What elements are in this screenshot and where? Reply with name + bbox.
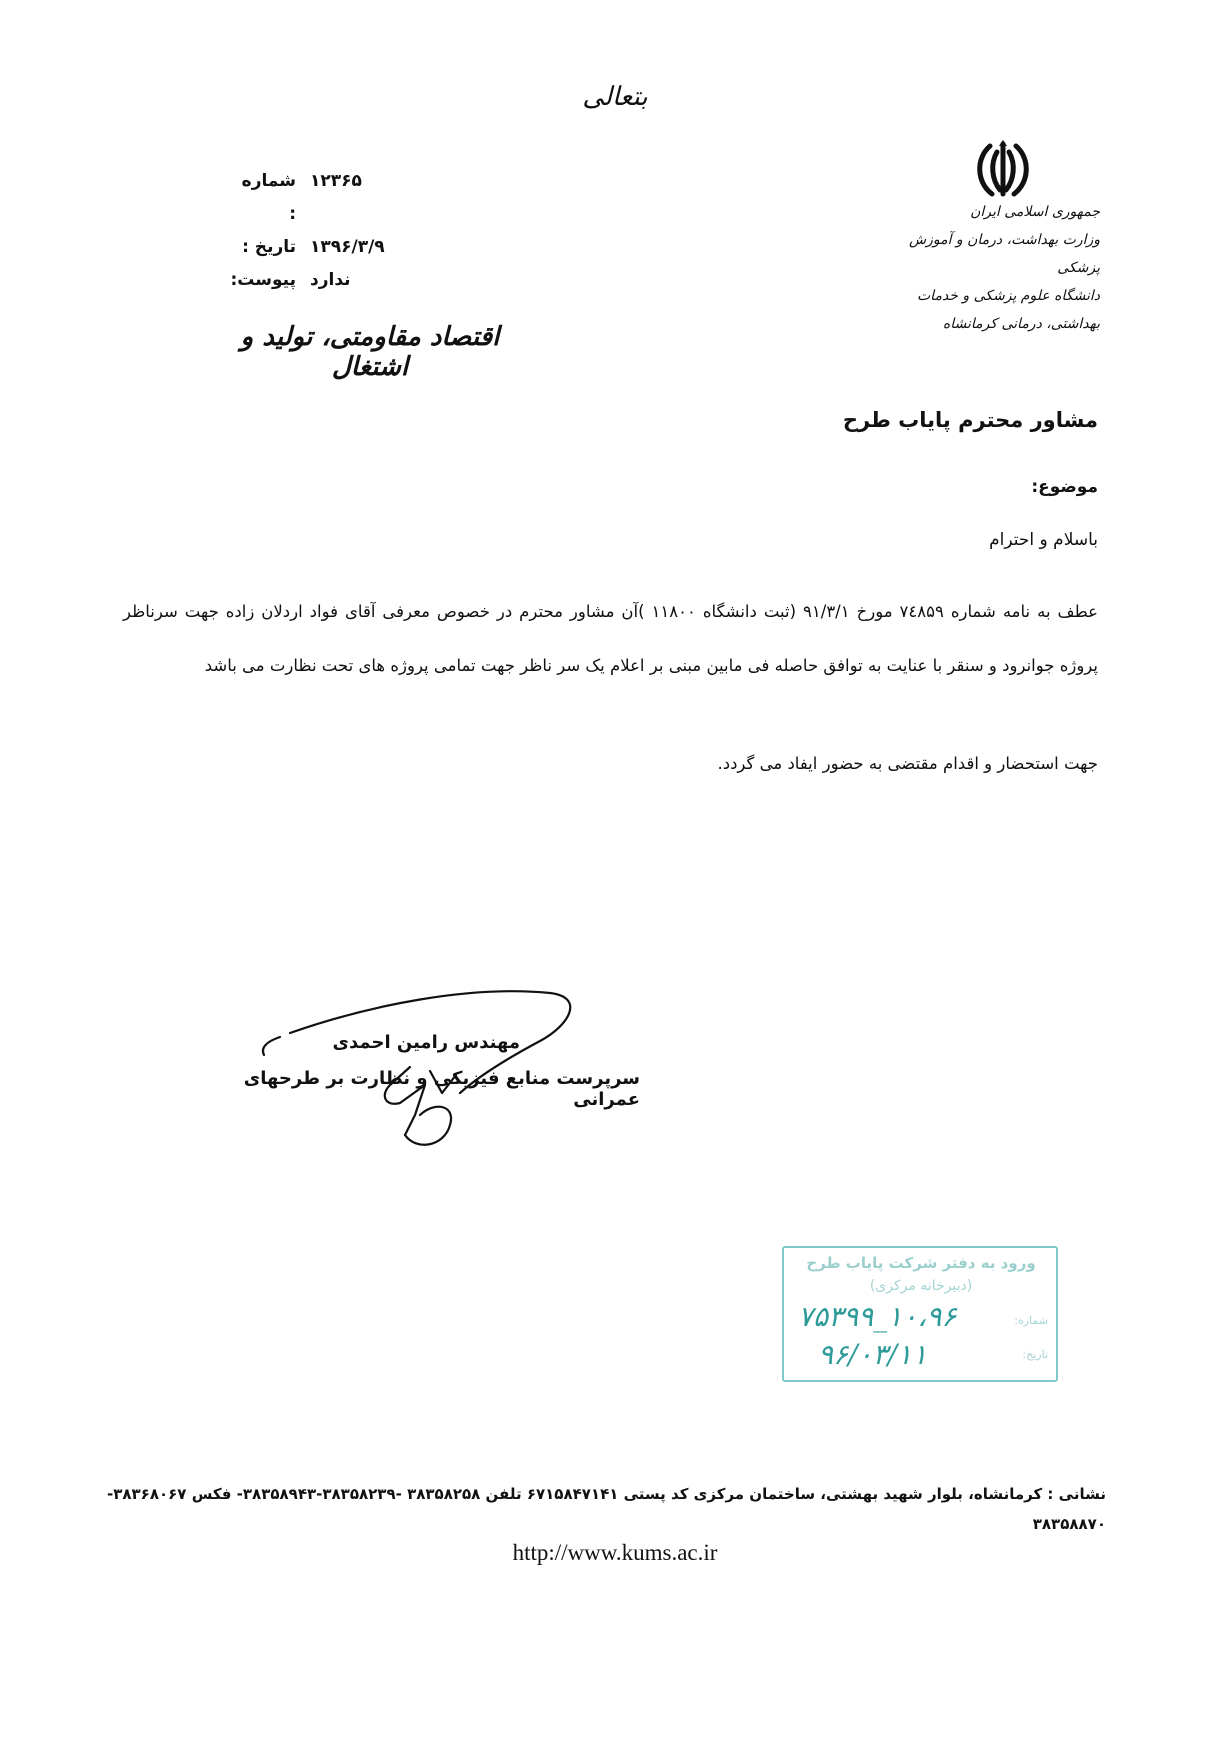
org-line-ministry: وزارت بهداشت، درمان و آموزش پزشکی xyxy=(908,232,1100,276)
letter-attachment-label: پیوست: xyxy=(230,270,296,290)
stamp-line-company: ورود به دفتر شرکت پایاب طرح xyxy=(806,1254,1036,1272)
received-stamp xyxy=(782,1246,1058,1382)
addressee: مشاور محترم پایاب طرح xyxy=(842,408,1098,432)
letter-date-value: ۱۳۹۶/۳/۹ xyxy=(310,237,385,257)
letter-meta xyxy=(230,165,420,297)
stamp-date-label: تاریخ: xyxy=(1022,1348,1048,1361)
org-line-country: جمهوری اسلامی ایران xyxy=(970,204,1100,220)
invocation-heading: بتعالی xyxy=(582,82,648,112)
letter-date-label: تاریخ : xyxy=(242,237,296,257)
iran-emblem-icon xyxy=(970,138,1036,204)
organization-lines xyxy=(880,198,1100,338)
stamp-line-secretariat: (دبیرخانه مرکزی) xyxy=(869,1278,973,1294)
signer-name: مهندس رامین احمدی xyxy=(332,1032,520,1053)
letter-number-row xyxy=(230,165,420,231)
signer-title: سرپرست منابع فیزیکی و نظارت بر طرحهای عمرانی xyxy=(243,1068,640,1110)
stamp-number-value: ۱۰،۹۶_۷۵۳۹۹ xyxy=(798,1300,957,1333)
slogan: اقتصاد مقاومتی، تولید و اشتغال xyxy=(240,322,500,382)
footer-address: نشانی : کرمانشاه، بلوار شهید بهشتی، ساختمان مرکزی کد پستی ۶۷۱۵۸۴۷۱۴۱ تلفن ۳۸۳۵۸۲۵۸ -۳۸۳۵۸۲۳۹-۳۸۳۵۸۹۴۳- فکس ۳۸۳۶۸۰۶۷- ۳۸۳۵۸۸۷۰ xyxy=(106,1485,1106,1533)
handwritten-signature xyxy=(220,975,600,1155)
letter-number-value: ۱۲۳۶۵ xyxy=(310,171,362,191)
subject-label: موضوع: xyxy=(1031,477,1098,497)
greeting: باسلام و احترام xyxy=(989,530,1098,550)
letter-attachment-value: ندارد xyxy=(310,270,351,290)
stamp-date-value: ۹۶/۰۳/۱۱ xyxy=(818,1338,928,1371)
stamp-number-label: شماره: xyxy=(1014,1314,1048,1327)
org-line-university: دانشگاه علوم پزشکی و خدمات بهداشتی، درمانی کرمانشاه xyxy=(917,288,1100,332)
footer-website-link[interactable]: http://www.kums.ac.ir xyxy=(512,1540,718,1565)
letter-attachment-row xyxy=(230,264,420,297)
letter-body: عطف به نامه شماره ۷٤۸۵۹ مورخ ۹۱/۳/۱ (ثبت دانشگاه ۱۱۸۰۰ )آن مشاور محترم در خصوص معرفی آقای فواد اردلان زاده جهت سرناظر پروژه جوانرود و سنقر با عنایت به توافق حاصله فی مابین مبنی بر اعلام یک سر ناظر جهت تمامی پروژه های تحت نظارت می باشد xyxy=(123,602,1098,675)
letter-date-row xyxy=(230,231,420,264)
letter-number-label: شماره : xyxy=(241,171,296,224)
letter-closing: جهت استحضار و اقدام مقتضی به حضور ایفاد می گردد. xyxy=(717,754,1098,773)
